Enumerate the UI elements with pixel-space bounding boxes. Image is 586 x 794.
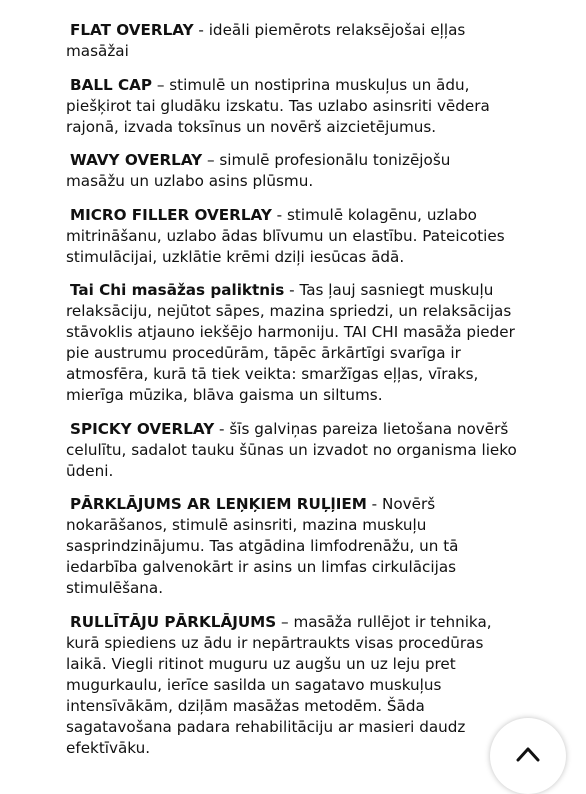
list-item [66, 75, 571, 138]
list-item [66, 419, 571, 482]
item-title: FLAT OVERLAY [70, 21, 194, 39]
item-text: - stimulē kolagēnu, uzlabo mitrināšanu, uzlabo ādas blīvumu un elastību. Pateicoties stimulācijai, uzklātie krēmi dziļi iesūcas ādā. [66, 205, 505, 266]
item-text: - Tas ļauj sasniegt muskuļu relaksāciju, nejūtot sāpes, mazina spriedzi, un relaksācijas stāvoklis atjauno iekšējo harmoniju. TAI CHI masāža pieder pie austrumu procedūrām, tāpēc ārkārtīgi svarīga ir atmosfēra, kurā tā tiek veikta: smaržīgas eļļas, vīraks, mierīga mūzika, blāva gaisma un siltums. [66, 281, 515, 404]
item-title: RULLĪTĀJU PĀRKLĀJUMS [70, 612, 277, 631]
list-item [66, 280, 571, 406]
list-item [66, 205, 571, 268]
list-item [66, 494, 571, 599]
list-item [66, 150, 571, 192]
item-text: – stimulē un nostiprina muskuļus un ādu, piešķirot tai gludāku izskatu. Tas uzlabo asinsriti vēdera rajonā, izvada toksīnus un novērš aizcietējumus. [66, 75, 490, 136]
item-title: Tai Chi masāžas paliktnis [70, 281, 285, 299]
item-text: - Novērš nokarāšanos, stimulē asinsriti, mazina muskuļu sasprindzinājumu. Tas atgādina limfodrenāžu, un tā iedarbība galvenokārt ir asins un limfas cirkulācijas stimulēšana. [66, 495, 459, 597]
chevron-up-icon [516, 746, 540, 762]
item-text: - šīs galviņas pareiza lietošana novērš celulītu, sadalot tauku šūnas un izvadot no organisma lieko ūdeni. [66, 419, 517, 480]
item-title: SPICKY OVERLAY [70, 419, 215, 438]
item-title: PĀRKLĀJUMS AR LEŅĶIEM RUĻļIEM [70, 495, 367, 513]
item-text: – simulē profesionālu tonizējošu masāžu un uzlabo asins plūsmu. [66, 151, 451, 190]
item-title: WAVY OVERLAY [70, 151, 203, 169]
item-text: – masāža rullējot ir tehnika, kurā spiediens uz ādu ir nepārtraukts visas procedūras laikā. Viegli ritinot muguru uz augšu un uz leju pret mugurkaulu, ierīce sasilda un sagatavo muskuļus intensīvākām, dziļām masāžas metodēm. Šāda sagatavošana padara rehabilitāciju ar masieri daudz efektīvāku. [66, 612, 492, 757]
scroll-to-top-button[interactable] [490, 718, 566, 794]
list-item [66, 20, 571, 62]
item-text: - ideāli piemērots relaksējošai eļļas masāžai [66, 21, 466, 60]
item-title: BALL CAP [70, 75, 153, 94]
description-list [66, 20, 571, 771]
item-title: MICRO FILLER OVERLAY [70, 205, 272, 224]
